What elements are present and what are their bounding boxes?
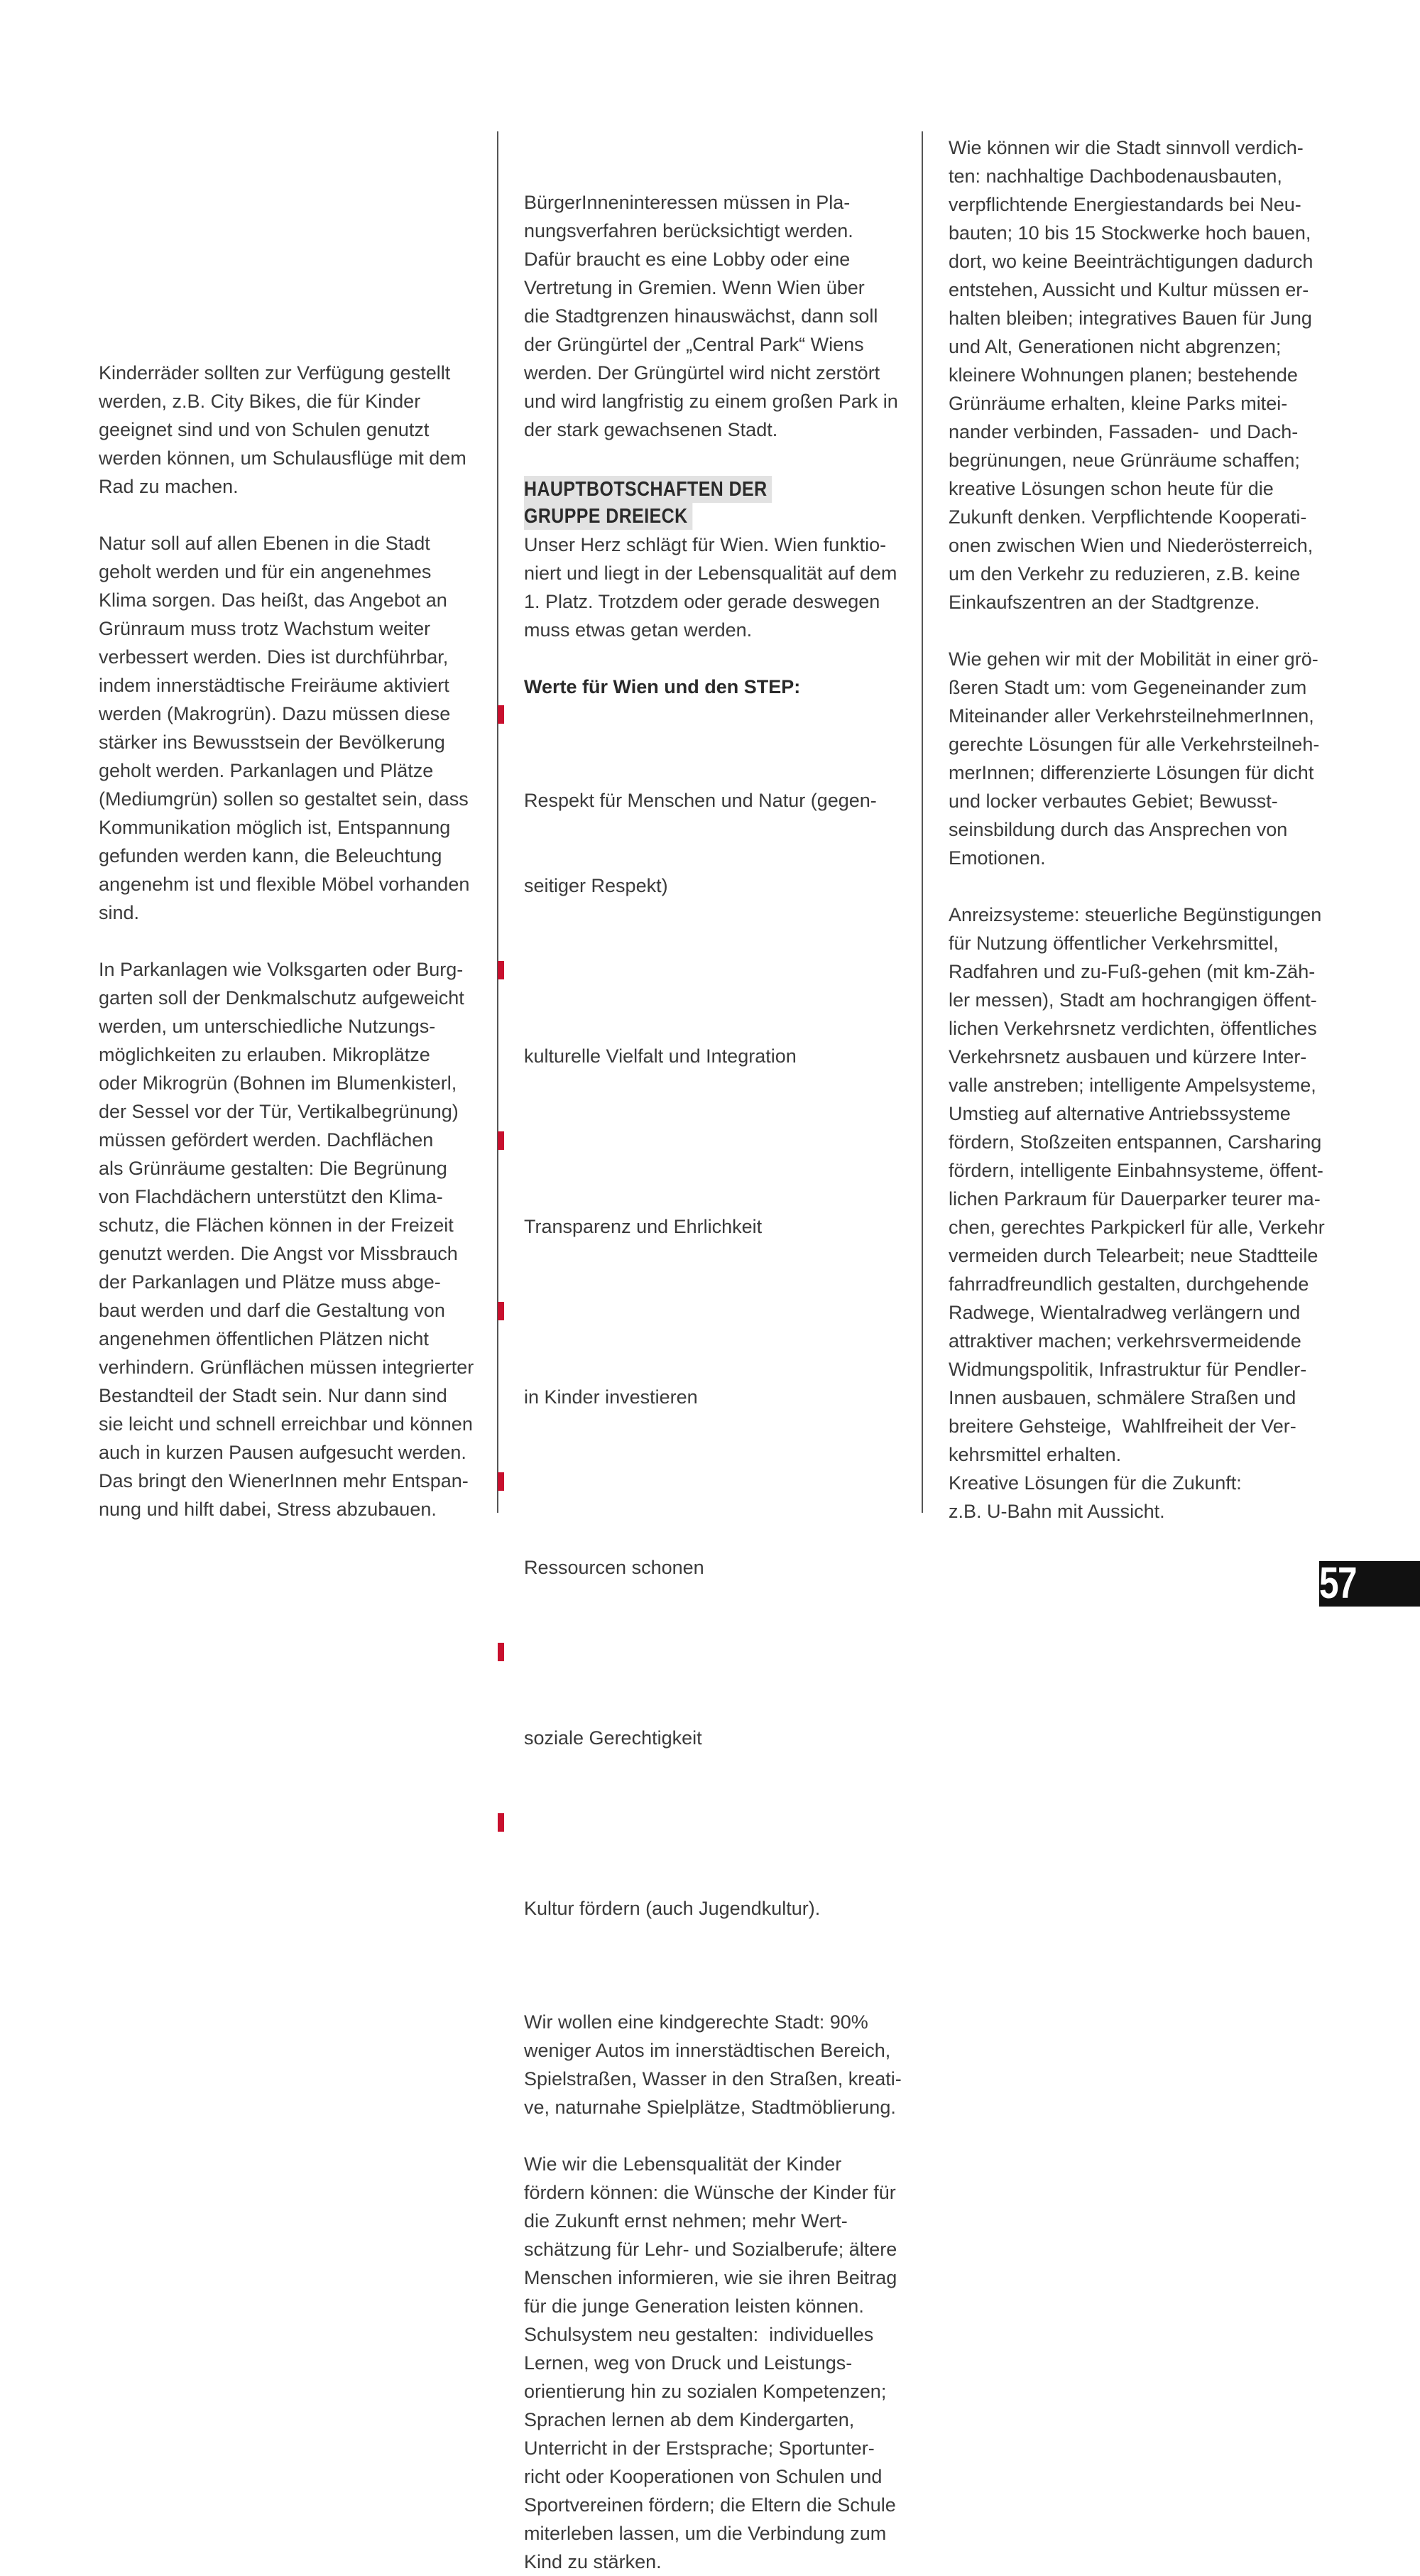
- paragraph-verdichten: [949, 134, 1360, 616]
- text-line: garten soll der Denkmalschutz aufgeweicht: [99, 987, 464, 1009]
- text-line: (Mediumgrün) sollen so gestaltet sein, dass: [99, 788, 469, 810]
- list-item: in Kinder investieren: [524, 1298, 907, 1468]
- text-line: In Parkanlagen wie Volksgarten oder Burg-: [99, 959, 464, 980]
- text-line: nander verbinden, Fassaden- und Dach-: [949, 421, 1299, 442]
- text-line: und wird langfristig zu einem großen Park in: [524, 391, 898, 412]
- text-line: richt oder Kooperationen von Schulen und: [524, 2466, 883, 2487]
- paragraph-kindgerecht: [524, 2008, 907, 2121]
- text-line: als Grünräume gestalten: Die Begrünung: [99, 1158, 447, 1179]
- text-line: Das bringt den WienerInnen mehr Entspan-: [99, 1470, 469, 1491]
- heading-line: GRUPPE DREIECK: [524, 503, 692, 530]
- text-line: niert und liegt in der Lebensqualität auf dem: [524, 563, 897, 584]
- paragraph-parkanlagen: [99, 955, 482, 1523]
- text-line: seinsbildung durch das Ansprechen von: [949, 819, 1288, 840]
- text-line: nung und hilft dabei, Stress abzubauen.: [99, 1499, 437, 1520]
- text-line: kehrsmittel erhalten.: [949, 1444, 1122, 1465]
- text-line: Rad zu machen.: [99, 476, 239, 497]
- text-line: werden, z.B. City Bikes, die für Kinder: [99, 391, 421, 412]
- section-heading: [524, 475, 907, 529]
- page-number: [1319, 1561, 1420, 1607]
- text-line: Widmungspolitik, Infrastruktur für Pendler-: [949, 1359, 1307, 1380]
- text-column-middle: [524, 188, 907, 2576]
- text-line: werden (Makrogrün). Dazu müssen diese: [99, 703, 451, 724]
- text-line: weniger Autos im innerstädtischen Bereich,: [524, 2040, 891, 2061]
- text-line: entstehen, Aussicht und Kultur müssen er-: [949, 279, 1309, 300]
- text-line: fahrradfreundlich gestalten, durchgehende: [949, 1273, 1309, 1295]
- list-item: Ressourcen schonen: [524, 1468, 907, 1638]
- text-line: verhindern. Grünflächen müssen integrierter: [99, 1357, 474, 1378]
- text-line: bauten; 10 bis 15 Stockwerke hoch bauen,: [949, 222, 1311, 244]
- text-line: Radfahren und zu-Fuß-gehen (mit km-Zäh-: [949, 961, 1316, 982]
- text-line: ler messen), Stadt am hochrangigen öffent-: [949, 989, 1317, 1011]
- values-subheading: Werte für Wien und den STEP:: [524, 676, 801, 697]
- paragraph-buergerinnen: [524, 188, 907, 444]
- text-line: fördern, Stoßzeiten entspannen, Carsharing: [949, 1131, 1322, 1153]
- text-line: dort, wo keine Beeinträchtigungen dadurch: [949, 251, 1314, 272]
- text-line: für Nutzung öffentlicher Verkehrsmittel,: [949, 933, 1279, 954]
- text-line: Wie wir die Lebensqualität der Kinder: [524, 2153, 842, 2175]
- text-line: Sportvereinen fördern; die Eltern die Schule: [524, 2494, 896, 2516]
- text-line: begrünungen, neue Grünräume schaffen;: [949, 450, 1300, 471]
- text-line: sie leicht und schnell erreichbar und können: [99, 1413, 473, 1435]
- text-line: Radwege, Wientalradweg verlängern und: [949, 1302, 1301, 1323]
- text-line: Bestandteil der Stadt sein. Nur dann sind: [99, 1385, 447, 1406]
- text-line: angenehm ist und flexible Möbel vorhanden: [99, 874, 470, 895]
- text-line: der Grüngürtel der „Central Park“ Wiens: [524, 334, 864, 355]
- text-line: Schulsystem neu gestalten: individuelles: [524, 2324, 874, 2345]
- text-line: schutz, die Flächen können in der Freizeit: [99, 1214, 454, 1236]
- text-line: 1. Platz. Trotzdem oder gerade deswegen: [524, 591, 880, 612]
- text-line: kreative Lösungen schon heute für die: [949, 478, 1274, 499]
- text-line: und Alt, Generationen nicht abgrenzen;: [949, 336, 1282, 357]
- text-line: Unterricht in der Erstsprache; Sportunter-: [524, 2438, 875, 2459]
- text-line: baut werden und darf die Gestaltung von: [99, 1300, 445, 1321]
- text-line: muss etwas getan werden.: [524, 619, 753, 641]
- bullet-marker-icon: [498, 961, 504, 979]
- text-line: Natur soll auf allen Ebenen in die Stadt: [99, 533, 430, 554]
- text-line: geeignet sind und von Schulen genutzt: [99, 419, 430, 440]
- text-line: oder Mikrogrün (Bohnen im Blumenkisterl,: [99, 1072, 457, 1094]
- list-item: soziale Gerechtigkeit: [524, 1638, 907, 1809]
- text-line: um den Verkehr zu reduzieren, z.B. keine: [949, 563, 1301, 585]
- text-line: geholt werden. Parkanlagen und Plätze: [99, 760, 434, 781]
- bullet-marker-icon: [498, 1302, 504, 1320]
- text-line: Vertretung in Gremien. Wenn Wien über: [524, 277, 865, 298]
- text-column-right: [949, 134, 1360, 1526]
- text-line: Wie gehen wir mit der Mobilität in einer grö-: [949, 648, 1318, 670]
- text-line: Unser Herz schlägt für Wien. Wien funktio-: [524, 534, 887, 555]
- paragraph-lebensqualitaet: [524, 2150, 907, 2576]
- text-line: Menschen informieren, wie sie ihren Beitrag: [524, 2267, 897, 2288]
- text-line: werden. Der Grüngürtel wird nicht zerstört: [524, 362, 880, 384]
- text-line: Umstieg auf alternative Antriebssysteme: [949, 1103, 1291, 1124]
- text-line: verpflichtende Energiestandards bei Neu-: [949, 194, 1301, 215]
- text-line: Miteinander aller VerkehrsteilnehmerInnen,: [949, 705, 1314, 727]
- text-line: Kreative Lösungen für die Zukunft:: [949, 1472, 1242, 1494]
- text-line: stärker ins Bewusstsein der Bevölkerung: [99, 732, 445, 753]
- text-line: breitere Gehsteige, Wahlfreiheit der Ver-: [949, 1415, 1296, 1437]
- text-line: indem innerstädtische Freiräume aktiviert: [99, 675, 449, 696]
- bullet-marker-icon: [498, 1472, 504, 1491]
- text-line: Klima sorgen. Das heißt, das Angebot an: [99, 589, 447, 611]
- bullet-marker-icon: [498, 1813, 504, 1832]
- text-line: Wie können wir die Stadt sinnvoll verdich-: [949, 137, 1304, 158]
- text-line: nungsverfahren berücksichtigt werden.: [524, 220, 853, 241]
- text-line: fördern können: die Wünsche der Kinder für: [524, 2182, 896, 2203]
- text-line: fördern, intelligente Einbahnsysteme, öffent-: [949, 1160, 1323, 1181]
- text-line: angenehmen öffentlichen Plätzen nicht: [99, 1328, 429, 1349]
- text-line: werden können, um Schulausflüge mit dem: [99, 447, 466, 469]
- text-line: für die junge Generation leisten können.: [524, 2295, 864, 2317]
- text-line: lichen Parkraum für Dauerparker teurer ma-: [949, 1188, 1321, 1210]
- text-line: verbessert werden. Dies ist durchführbar,: [99, 646, 449, 668]
- text-column-left: [99, 359, 482, 1523]
- paragraph-natur: [99, 529, 482, 927]
- paragraph-anreizsysteme: [949, 901, 1360, 1526]
- text-line: Grünraum muss trotz Wachstum weiter: [99, 618, 431, 639]
- text-line: von Flachdächern unterstützt den Klima-: [99, 1186, 443, 1207]
- text-line: Verkehrsnetz ausbauen und kürzere Inter-: [949, 1046, 1307, 1067]
- heading-line: HAUPTBOTSCHAFTEN DER: [524, 476, 772, 503]
- paragraph-mobilitaet: [949, 645, 1360, 872]
- text-line: Kind zu stärken.: [524, 2551, 662, 2572]
- list-item: Respekt für Menschen und Natur (gegen- seitiger Respekt): [524, 701, 907, 957]
- text-line: ve, naturnahe Spielplätze, Stadtmöblierung.: [524, 2097, 896, 2118]
- list-item: Transparenz und Ehrlichkeit: [524, 1127, 907, 1298]
- text-line: Anreizsysteme: steuerliche Begünstigungen: [949, 904, 1322, 925]
- text-line: auch in kurzen Pausen aufgesucht werden.: [99, 1442, 466, 1463]
- text-line: der stark gewachsenen Stadt.: [524, 419, 778, 440]
- text-line: Innen ausbauen, schmälere Straßen und: [949, 1387, 1296, 1408]
- text-line: Spielstraßen, Wasser in den Straßen, kreati-: [524, 2068, 902, 2089]
- bullet-marker-icon: [498, 1131, 504, 1150]
- text-line: ßeren Stadt um: vom Gegeneinander zum: [949, 677, 1307, 698]
- paragraph-herz: [524, 531, 907, 644]
- bullet-marker-icon: [498, 705, 504, 724]
- text-line: der Sessel vor der Tür, Vertikalbegrünung): [99, 1101, 459, 1122]
- text-line: genutzt werden. Die Angst vor Missbrauch: [99, 1243, 458, 1264]
- text-line: Grünräume erhalten, kleine Parks mitei-: [949, 393, 1288, 414]
- text-line: der Parkanlagen und Plätze muss abge-: [99, 1271, 441, 1293]
- text-line: gefunden werden kann, die Beleuchtung: [99, 845, 442, 866]
- text-line: orientierung hin zu sozialen Kompetenzen;: [524, 2381, 887, 2402]
- list-item: Kultur fördern (auch Jugendkultur).: [524, 1809, 907, 1979]
- text-line: attraktiver machen; verkehrsvermeidende: [949, 1330, 1301, 1352]
- paragraph-kinderraeder: [99, 359, 482, 501]
- text-line: möglichkeiten zu erlauben. Mikroplätze: [99, 1044, 430, 1065]
- text-line: BürgerInneninteressen müssen in Pla-: [524, 192, 851, 213]
- text-line: Emotionen.: [949, 847, 1046, 869]
- text-line: ten: nachhaltige Dachbodenausbauten,: [949, 165, 1282, 187]
- text-line: schätzung für Lehr- und Sozialberufe; ältere: [524, 2239, 897, 2260]
- text-line: die Stadtgrenzen hinauswächst, dann soll: [524, 305, 878, 327]
- text-line: die Zukunft ernst nehmen; mehr Wert-: [524, 2210, 848, 2232]
- text-line: Kinderräder sollten zur Verfügung gestellt: [99, 362, 451, 384]
- text-line: lichen Verkehrsnetz verdichten, öffentliches: [949, 1018, 1317, 1039]
- text-line: gerechte Lösungen für alle Verkehrsteilneh-: [949, 734, 1320, 755]
- text-line: chen, gerechtes Parkpickerl für alle, Verkehr: [949, 1217, 1325, 1238]
- text-line: müssen gefördert werden. Dachflächen: [99, 1129, 434, 1151]
- bullet-marker-icon: [498, 1643, 504, 1661]
- text-line: valle anstreben; intelligente Ampelsysteme,: [949, 1075, 1316, 1096]
- list-item: kulturelle Vielfalt und Integration: [524, 957, 907, 1127]
- text-line: Dafür braucht es eine Lobby oder eine: [524, 249, 851, 270]
- text-line: z.B. U-Bahn mit Aussicht.: [949, 1501, 1165, 1522]
- text-line: werden, um unterschiedliche Nutzungs-: [99, 1016, 436, 1037]
- text-line: halten bleiben; integratives Bauen für Jung: [949, 308, 1312, 329]
- column-divider-right: [922, 131, 923, 1513]
- text-line: geholt werden und für ein angenehmes: [99, 561, 432, 582]
- text-line: Lernen, weg von Druck und Leistungs-: [524, 2352, 853, 2374]
- text-line: sind.: [99, 902, 140, 923]
- text-line: vermeiden durch Telearbeit; neue Stadtteile: [949, 1245, 1318, 1266]
- text-line: kleinere Wohnungen planen; bestehende: [949, 364, 1298, 386]
- text-line: und locker verbautes Gebiet; Bewusst-: [949, 790, 1278, 812]
- text-line: Kommunikation möglich ist, Entspannung: [99, 817, 451, 838]
- text-line: Einkaufszentren an der Stadtgrenze.: [949, 592, 1260, 613]
- text-line: Zukunft denken. Verpflichtende Kooperati-: [949, 506, 1307, 528]
- text-line: merInnen; differenzierte Lösungen für dicht: [949, 762, 1314, 783]
- text-line: Wir wollen eine kindgerechte Stadt: 90%: [524, 2011, 868, 2033]
- text-line: Sprachen lernen ab dem Kindergarten,: [524, 2409, 855, 2430]
- values-list: [524, 701, 907, 1979]
- text-line: miterleben lassen, um die Verbindung zum: [524, 2523, 887, 2544]
- text-line: onen zwischen Wien und Niederösterreich,: [949, 535, 1314, 556]
- page-number-label: 57: [1319, 1559, 1356, 1608]
